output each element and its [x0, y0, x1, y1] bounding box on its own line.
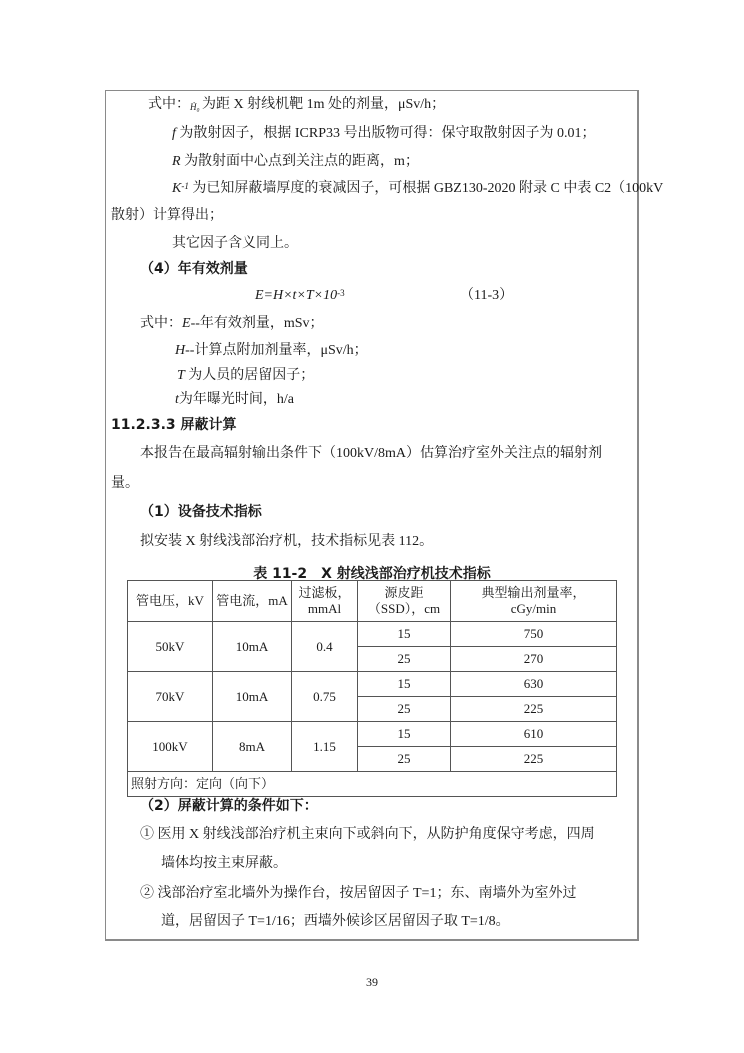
voltage-cell: 50kV — [128, 622, 213, 672]
text-line — [175, 391, 294, 409]
ssd-cell: 15 — [358, 622, 451, 647]
table-header-row — [128, 581, 617, 622]
list-item-continuation: 道，居留因子 T=1/16；西墙外候诊区居留因子取 T=1/8。 — [161, 914, 510, 929]
text-line — [148, 96, 445, 114]
current-cell: 8mA — [213, 722, 292, 772]
superscript: -3 — [337, 288, 345, 298]
list-item-continuation: 墙体均按主束屏蔽。 — [161, 856, 287, 871]
text: 为年曝光时间，h/a — [178, 392, 294, 407]
symbol: f — [172, 126, 176, 141]
header-cell: 过滤板， mmAl — [292, 581, 358, 622]
paragraph: 量。 — [111, 476, 139, 491]
list-item: ② 浅部治疗室北墙外为操作台，按居留因子 T=1；东、南墙外为室外过 — [140, 886, 577, 901]
table-note-row — [128, 772, 617, 797]
ssd-cell: 15 — [358, 722, 451, 747]
text-line: 散射）计算得出； — [111, 208, 223, 223]
text: --年有效剂量，mSv； — [190, 316, 324, 331]
spec-table — [127, 580, 617, 797]
formula-number: （11-3） — [460, 288, 514, 303]
header-cell: 管电流，mA — [213, 581, 292, 622]
text: 为距 X 射线机靶 1m 处的剂量，μSv/h； — [202, 97, 446, 112]
text: 为散射面中心点到关注点的距离，m； — [180, 154, 419, 169]
header-cell: 源皮距 （SSD），cm — [358, 581, 451, 622]
filter-cell: 0.4 — [292, 622, 358, 672]
ssd-cell: 15 — [358, 672, 451, 697]
superscript: -1 — [181, 181, 189, 191]
formula — [255, 287, 345, 305]
symbol: K — [172, 181, 182, 196]
text: 为散射因子，根据 ICRP33 号出版物可得：保守取散射因子为 0.01； — [175, 126, 596, 141]
label: 式中： — [148, 97, 190, 112]
paragraph: 拟安装 X 射线浅部治疗机，技术指标见表 112。 — [140, 534, 434, 549]
text-line — [172, 153, 419, 171]
text: --计算点附加剂量率，μSv/h； — [185, 343, 368, 358]
header-cell: 管电压，kV — [128, 581, 213, 622]
rate-cell: 225 — [451, 697, 617, 722]
header-cell: 典型输出剂量率， cGy/min — [451, 581, 617, 622]
voltage-cell: 100kV — [128, 722, 213, 772]
text-line — [172, 180, 663, 198]
filter-cell: 1.15 — [292, 722, 358, 772]
page-number: 39 — [366, 975, 378, 989]
text-line — [140, 315, 324, 333]
table-caption: 表 11-2 X 射线浅部治疗机技术指标 — [253, 566, 491, 582]
text: 为已知屏蔽墙厚度的衰减因子，可根据 GBZ130-2020 附录 C 中表 C2（100kV — [188, 181, 664, 196]
symbol: R — [172, 154, 181, 169]
rate-cell: 270 — [451, 647, 617, 672]
heading-annual-dose: （4）年有效剂量 — [140, 261, 248, 277]
current-cell: 10mA — [213, 672, 292, 722]
heading-equipment-specs: （1）设备技术指标 — [140, 504, 262, 520]
label: 式中： — [140, 316, 182, 331]
heading-shielding-conditions: （2）屏蔽计算的条件如下： — [140, 798, 318, 814]
current-cell: 10mA — [213, 622, 292, 672]
table-row — [128, 622, 617, 647]
text-line: 其它因子含义同上。 — [172, 236, 298, 251]
ssd-cell: 25 — [358, 697, 451, 722]
table-note: 照射方向：定向（向下） — [128, 772, 617, 797]
rate-cell: 610 — [451, 722, 617, 747]
paragraph: 本报告在最高辐射输出条件下（100kV/8mA）估算治疗室外关注点的辐射剂 — [140, 446, 602, 461]
ssd-cell: 25 — [358, 647, 451, 672]
filter-cell: 0.75 — [292, 672, 358, 722]
list-item: ① 医用 X 射线浅部治疗机主束向下或斜向下，从防护角度保守考虑，四周 — [140, 827, 595, 842]
rate-cell: 630 — [451, 672, 617, 697]
table-row — [128, 722, 617, 747]
text-line — [177, 367, 314, 385]
voltage-cell: 70kV — [128, 672, 213, 722]
rate-cell: 225 — [451, 747, 617, 772]
symbol: t — [175, 392, 179, 407]
h0-symbol: Ḣ₀ — [190, 102, 200, 112]
text-line — [175, 342, 368, 360]
table-row — [128, 672, 617, 697]
rate-cell: 750 — [451, 622, 617, 647]
symbol: H — [175, 343, 186, 358]
symbol: E — [182, 316, 191, 331]
text: 为人员的居留因子； — [184, 368, 315, 383]
text-line — [172, 125, 596, 143]
symbol: T — [177, 368, 185, 383]
formula-text: E=H×t×T×10 — [255, 288, 338, 303]
section-heading: 11.2.3.3 屏蔽计算 — [111, 417, 237, 433]
ssd-cell: 25 — [358, 747, 451, 772]
